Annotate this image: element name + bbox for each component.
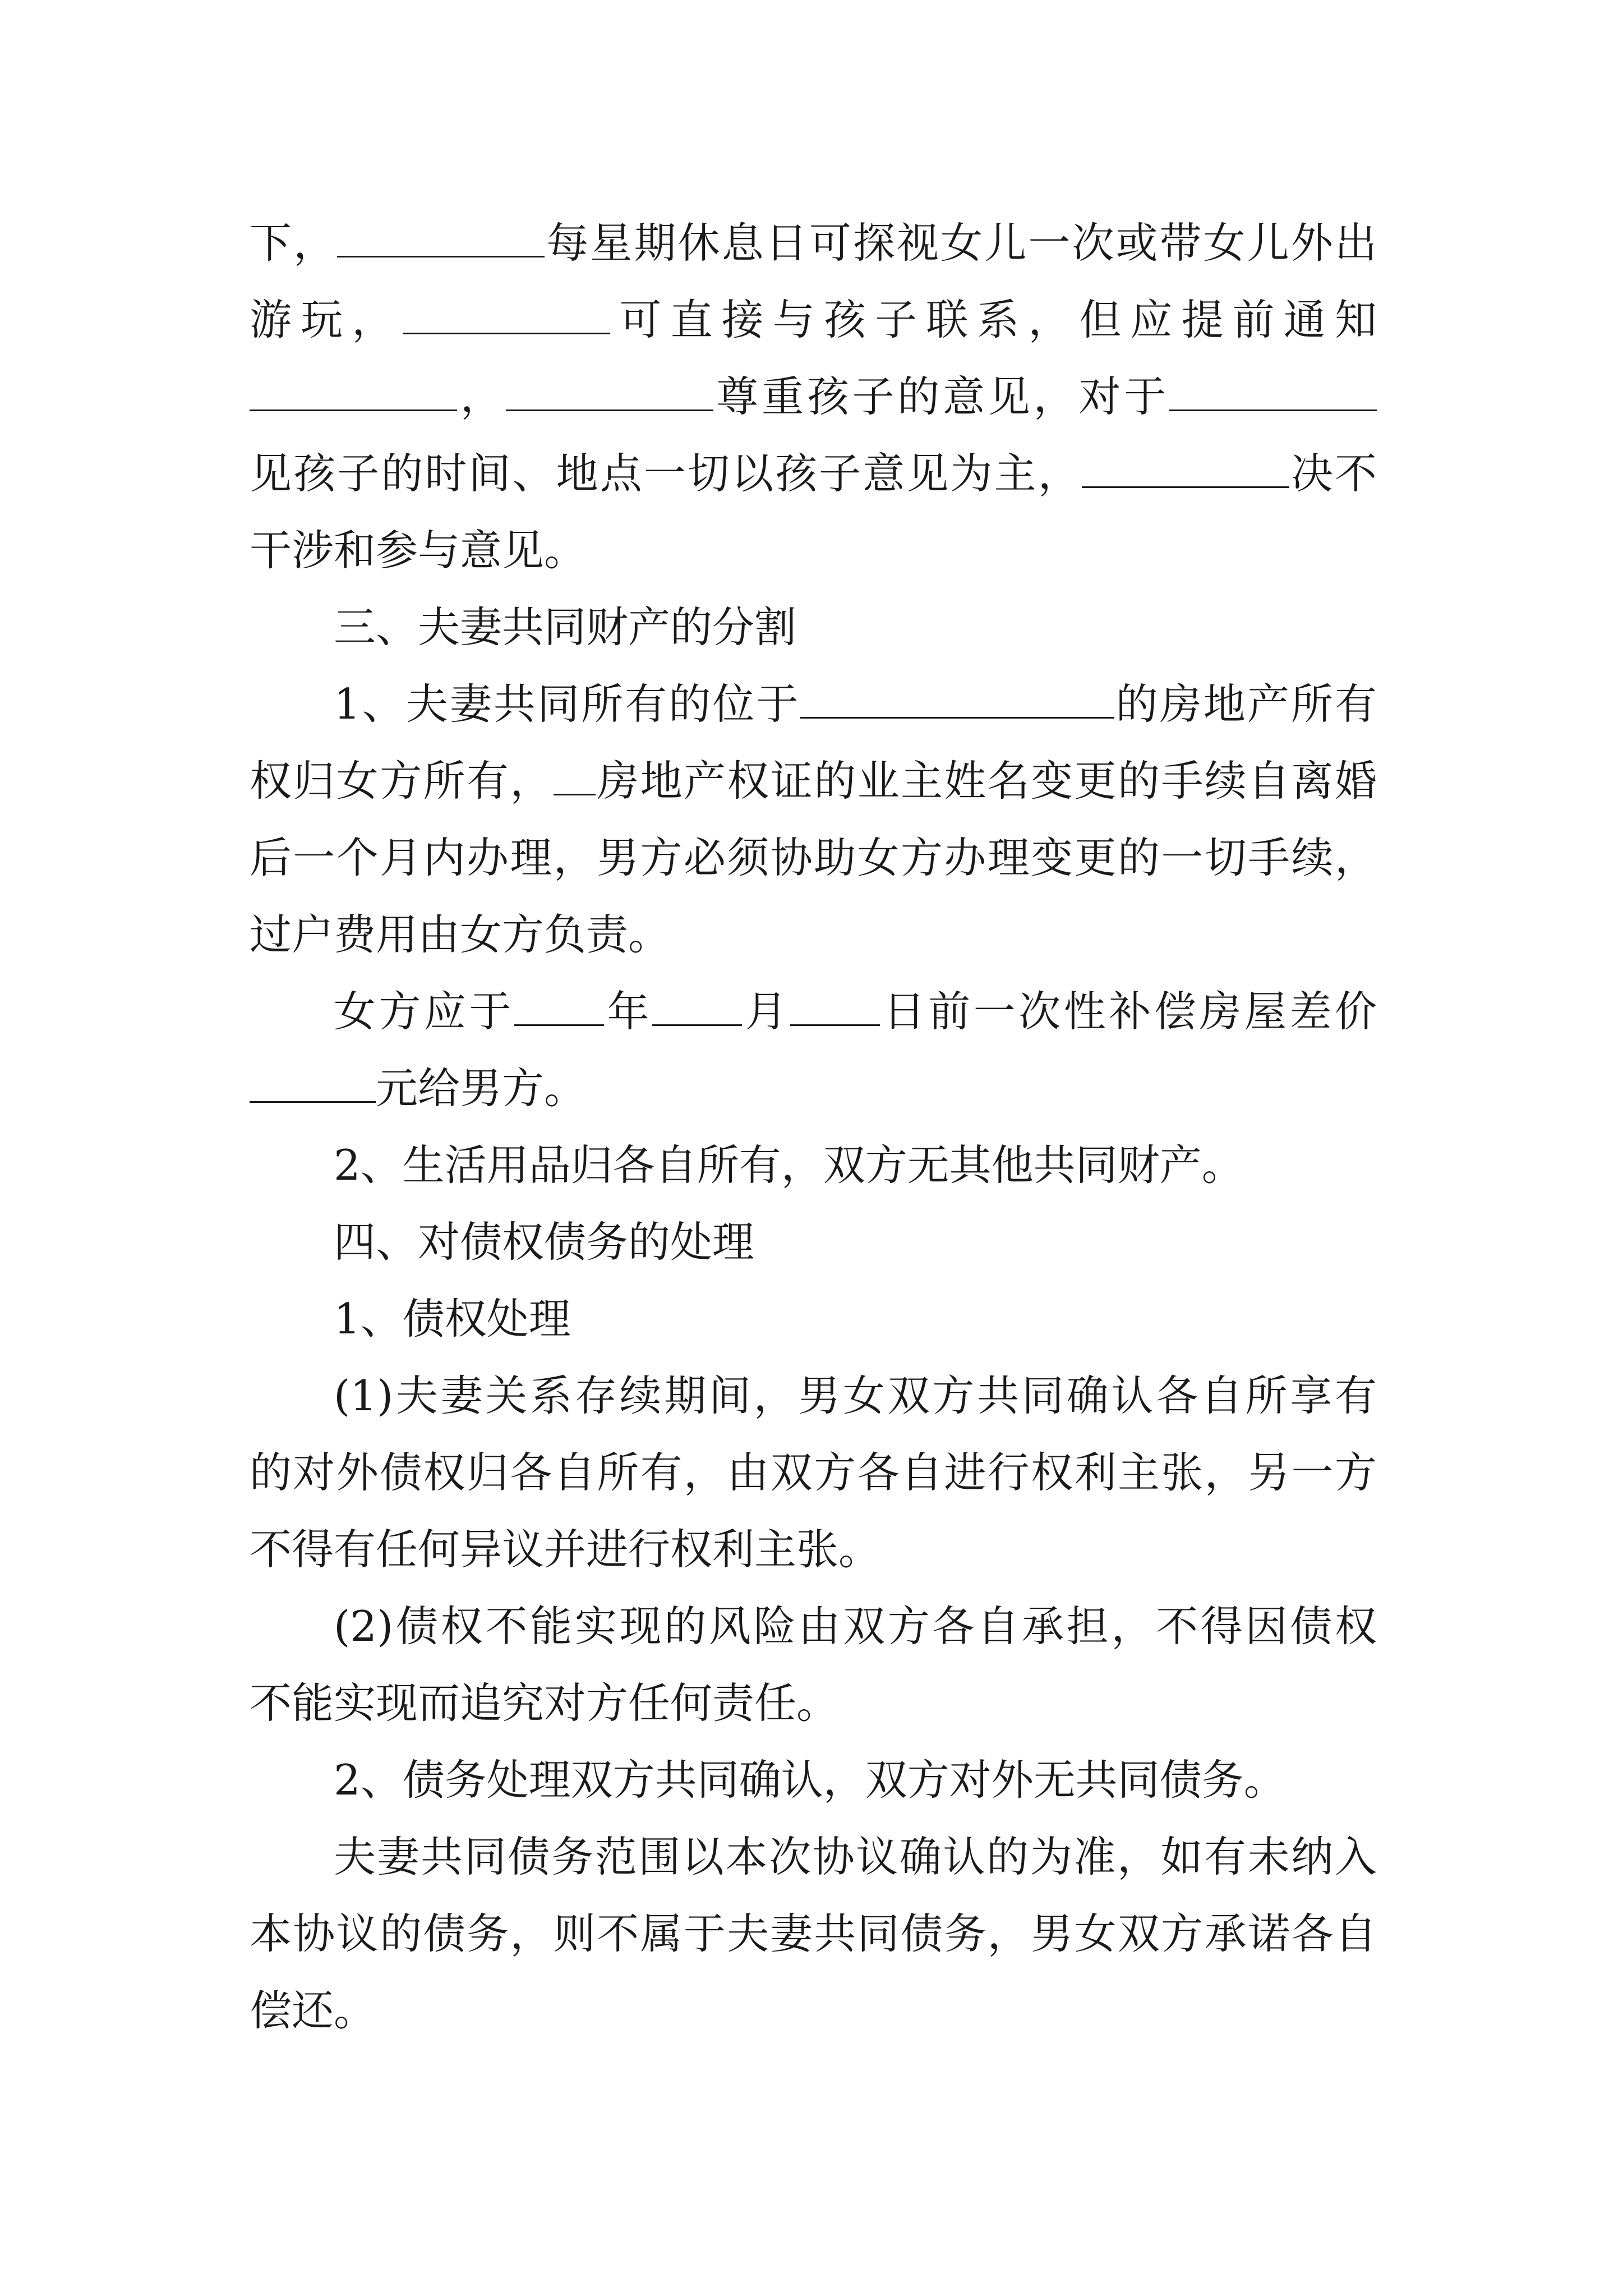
text-segment: 偿还。 (250, 1986, 376, 2035)
blank-field (652, 990, 742, 1026)
text-segment: 权归女方所有， (250, 756, 554, 806)
blank-field (790, 990, 880, 1026)
text-segment: 1、夫妻共同所有的位于 (334, 679, 800, 729)
text-segment: 三、夫妻共同财产的分割 (334, 602, 797, 652)
text-segment: 元给男方。 (376, 1064, 587, 1113)
blank-field (337, 221, 545, 257)
text-segment: 游玩， (250, 295, 403, 344)
text-segment: 四、对债权债务的处理 (334, 1217, 755, 1267)
blank-field (250, 1066, 376, 1103)
text-segment: 日前一次性补偿房屋差价 (880, 987, 1377, 1036)
blank-field (506, 375, 713, 411)
text-line (250, 440, 1377, 507)
text-line (250, 1516, 1377, 1583)
text-segment: ， (457, 372, 506, 421)
text-line (250, 670, 1377, 738)
text-segment: (1)夫妻关系存续期间，男女双方共同确认各自所享有 (334, 1371, 1377, 1420)
text-segment: 的房地产所有 (1114, 679, 1377, 729)
text-line (250, 1055, 1377, 1122)
text-segment: 不能实现而追究对方任何责任。 (250, 1678, 839, 1728)
text-segment: 2、生活用品归各自所有，双方无其他共同财产。 (334, 1140, 1244, 1190)
text-segment: 1、债权处理 (334, 1294, 571, 1343)
text-line (250, 1669, 1377, 1737)
text-segment: 本协议的债务，则不属于夫妻共同债务，男女双方承诺各自 (250, 1909, 1377, 1958)
text-segment: 每星期休息日可探视女儿一次或带女儿外出 (545, 218, 1377, 268)
text-segment: 尊重孩子的意见，对于 (713, 372, 1169, 421)
subsection-heading (250, 1746, 1377, 1814)
text-segment: 见孩子的时间、地点一切以孩子意见为主， (250, 449, 1082, 498)
text-segment: 下， (250, 218, 338, 268)
section-heading (250, 593, 1377, 661)
text-line (250, 901, 1377, 968)
text-line (250, 517, 1377, 584)
text-segment: 月 (742, 987, 791, 1036)
blank-field (800, 682, 1114, 719)
blank-field (403, 298, 610, 334)
text-line (250, 978, 1377, 1045)
text-segment: 后一个月内办理，男方必须协助女方办理变更的一切手续， (250, 833, 1377, 882)
text-line (250, 1977, 1377, 2044)
subsection-heading (250, 1285, 1377, 1352)
blank-field (514, 990, 604, 1026)
text-line (250, 1593, 1377, 1660)
text-line (250, 1900, 1377, 1967)
text-segment: 过户费用由女方负责。 (250, 910, 671, 959)
text-line (250, 1362, 1377, 1429)
text-segment: (2)债权不能实现的风险由双方各自承担，不得因债权 (334, 1602, 1377, 1651)
text-segment: 2、债务处理双方共同确认，双方对外无共同债务。 (334, 1755, 1286, 1805)
text-segment: 不得有任何异议并进行权利主张。 (250, 1525, 881, 1574)
text-line (250, 1823, 1377, 1890)
text-line (250, 1439, 1377, 1506)
text-segment: 房地产权证的业主姓名变更的手续自离婚 (595, 756, 1377, 806)
text-segment: 可直接与孩子联系，但应提前通知 (610, 295, 1377, 344)
section-heading (250, 1208, 1377, 1276)
text-line (250, 363, 1377, 430)
text-segment: 干涉和参与意见。 (250, 526, 587, 575)
text-line (250, 1131, 1377, 1199)
text-line (250, 824, 1377, 891)
blank-field (1169, 375, 1377, 411)
text-segment: 夫妻共同债务范围以本次协议确认的为准，如有未纳入 (334, 1832, 1377, 1881)
blank-field (250, 375, 457, 411)
text-segment: 决不 (1289, 449, 1377, 498)
blank-field (554, 759, 596, 795)
text-segment: 年 (604, 987, 653, 1036)
text-line (250, 209, 1377, 277)
text-line (250, 286, 1377, 353)
blank-field (1082, 452, 1289, 488)
text-segment: 的对外债权归各自所有，由双方各自进行权利主张，另一方 (250, 1448, 1377, 1497)
text-segment: 女方应于 (334, 987, 515, 1036)
text-line (250, 747, 1377, 815)
